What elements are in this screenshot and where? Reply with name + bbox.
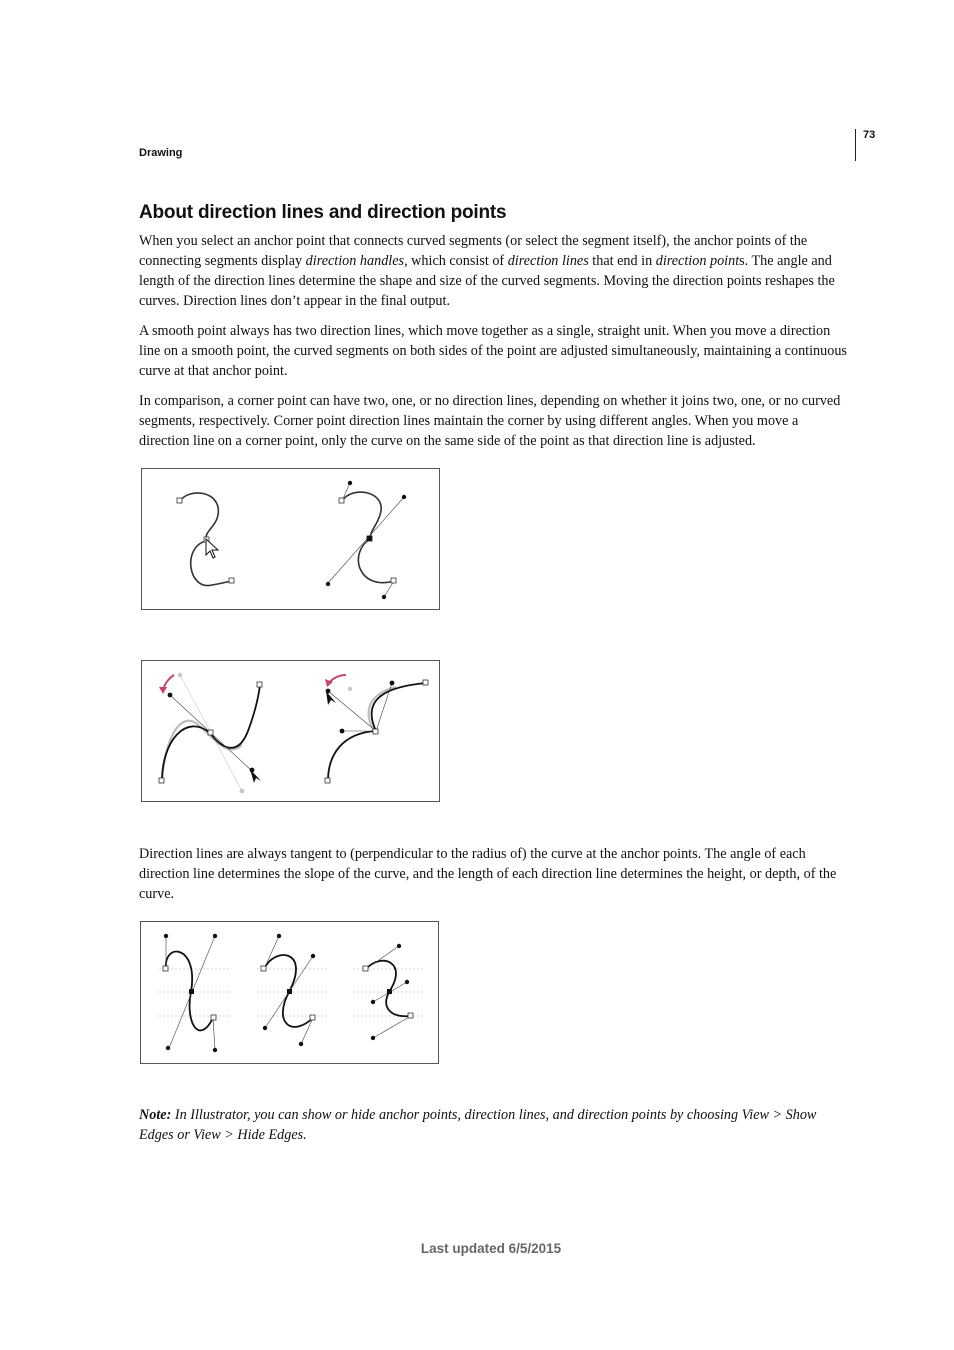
emphasized-term: direction lines <box>507 253 589 269</box>
emphasized-term: direction point <box>655 253 740 269</box>
footer-last-updated: Last updated 6/5/2015 <box>420 1241 562 1256</box>
figure-select-anchor-point <box>141 468 440 610</box>
section-title: About direction lines and direction points <box>139 202 507 223</box>
text-run: , which consist of <box>404 253 508 269</box>
figure-select-anchor-point-illustration <box>142 469 441 611</box>
figure-smooth-vs-corner-illustration <box>142 661 441 803</box>
figure-smooth-vs-corner <box>141 660 440 802</box>
text-run: that end in <box>588 253 656 269</box>
text-run: A smooth point always has two direction lines, which move together as a single, straight unit. When you move a direction line on a smooth point, the curved segments on both sides of the point are adjusted simultaneously, maintaining a continuous curve at that anchor point. <box>139 323 847 379</box>
figure-direction-line-angle-length <box>140 921 439 1064</box>
text-run: Direction lines are always tangent to (perpendicular to the radius of) the curve at the anchor points. The angle of each direction line determines the slope of the curve, and the length of each direction line determines the height, or depth, of the curve. <box>139 846 837 902</box>
paragraph-direction-handles <box>139 231 851 311</box>
paragraph-corner-point <box>139 391 851 451</box>
text-run: In comparison, a corner point can have two, one, or no direction lines, depending on whether it joins two, one, or no curved segments, respectively. Corner point direction lines maintain the corner by using different angles. When you move a direction line on a corner point, only the curve on the same side of the point as that direction line is adjusted. <box>139 393 841 449</box>
pointer-cursor-icon <box>206 539 218 558</box>
note-text: In Illustrator, you can show or hide anchor points, direction lines, and direction points by choosing View > Show Edges or View > Hide Edges. <box>139 1107 817 1143</box>
emphasized-term: direction handles <box>305 253 405 269</box>
paragraph-smooth-point <box>139 321 851 381</box>
note-label: Note: <box>139 1107 172 1123</box>
note <box>139 1105 851 1145</box>
arrow-cursor-icon <box>250 769 261 783</box>
running-head: Drawing <box>139 147 183 159</box>
paragraph-tangent <box>139 844 851 904</box>
page-number: 73 <box>855 129 875 161</box>
figure-direction-line-angle-length-illustration <box>141 922 440 1065</box>
text-run: s. The angle and length of the direction lines determine the shape and size of the curved segments. Moving the direction points reshapes the curves. Direction lines don’t appear in the final output. <box>139 253 835 309</box>
text-run: When you select an anchor point that connects curved segments (or select the segment itself), the anchor points of the connecting segments display <box>139 233 808 269</box>
